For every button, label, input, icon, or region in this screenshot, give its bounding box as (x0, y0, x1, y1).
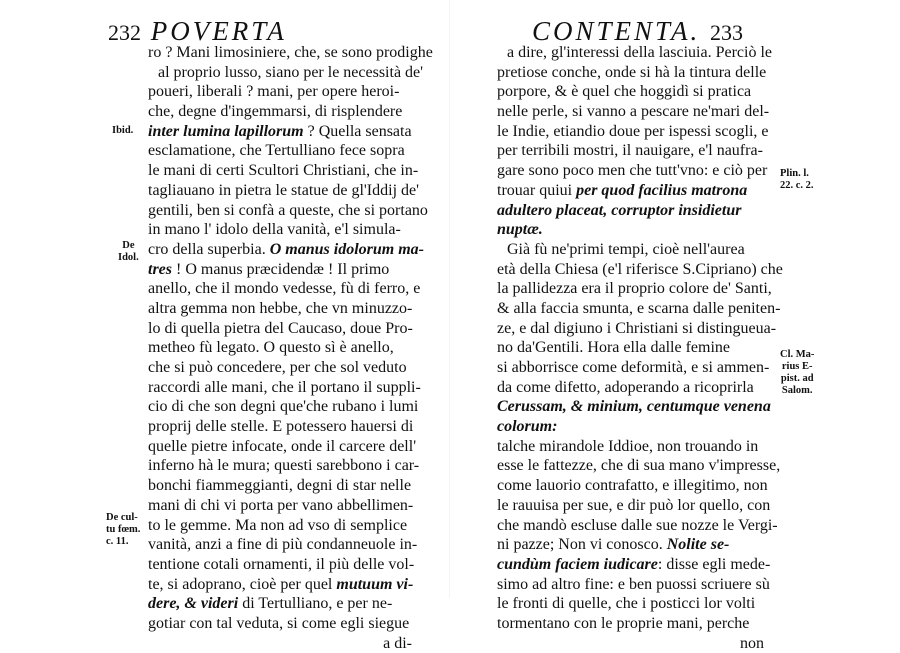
left-body-line: lo di quella pietra del Caucaso, doue Pro- (148, 319, 413, 337)
right-body-line: come lauorio contrafatto, e illegitimo, non (497, 477, 768, 495)
right-page-number: 233 (710, 20, 744, 45)
left-body-line: al proprio lusso, siano per le necessità de' (158, 63, 424, 81)
left-body-line: mani di chi vi porta per vano abbellimen- (148, 496, 414, 514)
right-body-line: ze, e dal digiuno i Christiani si distingueua- (497, 319, 777, 337)
left-body-line: tagliauano in pietra le statue de gl'Iddij de' (148, 181, 420, 199)
left-head-title: POVERTA (150, 16, 287, 46)
left-body-line: tres ! O manus præcidendæ ! Il primo (148, 260, 390, 278)
right-body-line: Già fù ne'primi tempi, cioè nell'aurea (507, 240, 745, 258)
left-body-line: dere, & videri di Tertulliano, e per ne- (148, 595, 393, 613)
left-body-text (148, 43, 433, 653)
margin-note-cl-marius: Cl. Ma- rius E- pist. ad Salom. (780, 349, 815, 396)
right-body-line: talche mirandole Iddioe, non trouando in (497, 437, 759, 455)
left-body-line: cro della superbia. O manus idolorum ma- (148, 240, 424, 258)
right-body-line: da come difetto, adoperando a ricoprirla (497, 378, 754, 396)
left-body-line: a di- (383, 634, 412, 652)
left-body-line: le mani di certi Scultori Christiani, che in- (148, 162, 419, 180)
left-body-line: che, degne d'ingemmarsi, di risplendere (148, 103, 403, 121)
right-body-line: & alla faccia smunta, e scarna dalle peniten- (497, 299, 781, 317)
left-body-line: ro ? Mani limosiniere, che, se sono prodighe (148, 44, 433, 61)
left-page (0, 0, 450, 652)
left-body-line: anello, che il mondo vedesse, fù di ferro, e (148, 280, 421, 298)
right-body-line: che mandò escluse dalle sue nozze le Vergi- (497, 516, 778, 534)
right-body-line: si abborrisce come deformità, e si ammen- (497, 359, 770, 376)
left-body-line: metheo fù legato. O questo sì è anello, (148, 339, 394, 357)
margin-note-de-cultu: De cul- tu fœm. c. 11. (106, 512, 141, 547)
margin-note-de-idol: De Idol. (118, 240, 139, 263)
left-body-line: altra gemma non hebbe, che vn minuzzo- (148, 299, 413, 317)
right-body-line: Cerussam, & minium, centumque venena (497, 398, 771, 416)
right-body-line: le Indie, etiandio doue per ispessi scogli, e (497, 122, 769, 140)
right-body-line: colorum: (497, 418, 558, 436)
left-body-line: quelle pietre infocate, onde il carcere dell' (148, 437, 417, 455)
left-body-line: in mano l' idolo della vanità, e'l simula- (148, 221, 401, 239)
left-body-line: cio di che son degni que'che rubano i lumi (148, 398, 419, 416)
left-body-line: bonchi fiammeggianti, degni di star nelle (148, 477, 412, 495)
left-body-line: che si può concedere, per che sol veduto (148, 359, 407, 376)
right-body-line: cundùm faciem iudicare: disse egli mede- (497, 555, 771, 573)
left-body-line: to le gemme. Ma non ad vso di semplice (148, 516, 408, 534)
left-page-number: 232 (108, 20, 141, 45)
right-body-line: trouar quiui per quod facilius matrona (497, 181, 748, 199)
left-body-line: poueri, liberali ? mani, per opere heroi- (148, 83, 400, 101)
right-body-line: no da'Gentili. Hora ella dalle femine (497, 339, 731, 357)
right-body-line: simo ad altro fine: e ben puossi scriuere sù (497, 575, 770, 593)
left-body-line: te, si adoprano, cioè per quel mutuum vi- (148, 575, 414, 593)
right-head-title: CONTENTA. (532, 16, 701, 46)
right-body-line: nelle perle, si vanno a pescare ne'mari del- (497, 103, 770, 121)
right-body-line: gare sono poco men che tutt'vno: e ciò per (497, 162, 768, 180)
margin-note-plin: Plin. l. 22. c. 2. (780, 168, 814, 191)
left-body-line: tentione cotali ornamenti, il più delle vol- (148, 555, 415, 573)
right-running-head (532, 18, 743, 45)
left-body-line: inferno hà le mura; questi sarebbono i car- (148, 457, 420, 475)
right-body-line: le rauuisa per sue, e dir può lor quello, con (497, 496, 771, 514)
right-body-line: per terribili mostri, il nauigare, e'l naufra- (497, 142, 763, 160)
right-body-line: a dire, gl'interessi della lasciuia. Perciò le (507, 44, 773, 61)
right-body-line: nuptæ. (497, 221, 543, 239)
right-body-line: pretiose conche, onde si hà la tintura delle (497, 63, 767, 81)
left-body-line: gentili, ben si confà a queste, che si portano (148, 201, 428, 219)
right-page (450, 0, 900, 652)
margin-note-ibid: Ibid. (112, 125, 134, 136)
left-body-line: raccordi alle mani, che il portano il suppli- (148, 378, 421, 396)
right-body-line: esse le fattezze, che di sua mano v'impresse, (497, 457, 781, 475)
right-body-line: adultero placeat, corruptor insidietur (497, 201, 742, 219)
left-body-line: esclamatione, che Tertulliano fece sopra (148, 142, 405, 160)
right-body-line: tormentano con le proprie mani, perche (497, 614, 750, 632)
right-body-line: ni pazze; Non vi conosco. Nolite se- (497, 536, 730, 554)
right-body-text (497, 43, 783, 653)
right-body-line: non (740, 634, 764, 652)
left-body-line: vanità, anzi a fine di più condanneuole in- (148, 536, 418, 554)
left-body-line: inter lumina lapillorum ? Quella sensata (148, 122, 412, 140)
right-body-line: porpore, & è quel che hoggidì si pratica (497, 83, 752, 101)
right-body-line: le fronti di quelle, che i posticci lor volti (497, 595, 756, 613)
right-body-line: età della Chiesa (e'l riferisce S.Cipriano) che (497, 260, 783, 278)
left-body-line: gotiar con tal veduta, si come egli siegue (148, 614, 410, 632)
right-body-line: la pallidezza era il proprio colore de' Santi, (497, 280, 772, 298)
left-body-line: proprij delle stelle. E potessero hauersi di (148, 418, 414, 436)
left-running-head (108, 18, 287, 45)
